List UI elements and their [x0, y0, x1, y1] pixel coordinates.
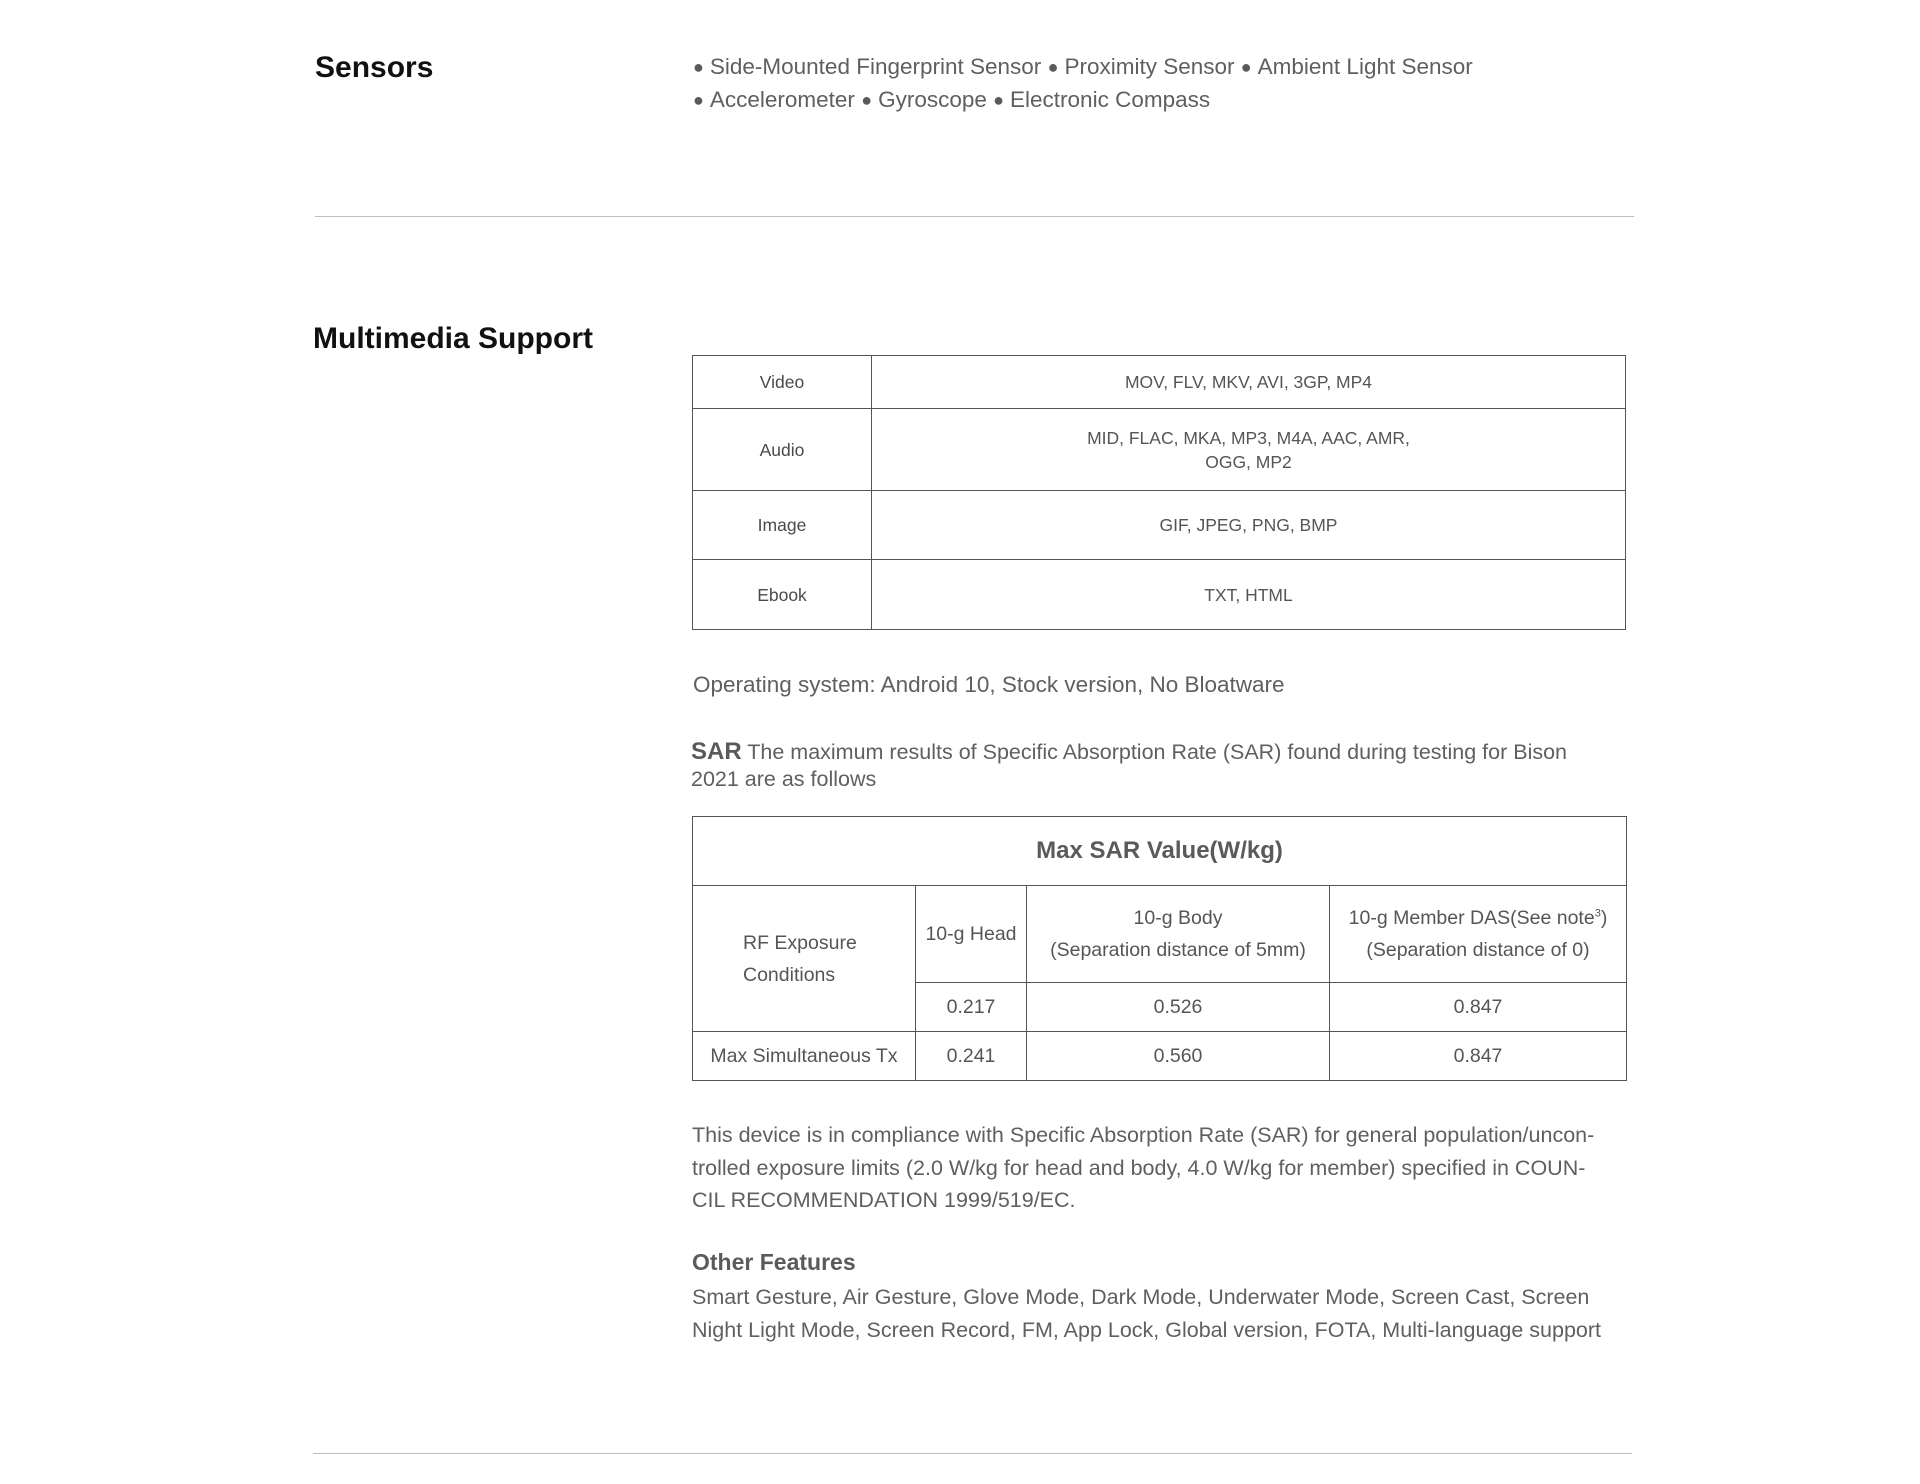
- simultaneous-body-value: 0.560: [1027, 1032, 1330, 1081]
- multimedia-heading: Multimedia Support: [313, 322, 593, 355]
- sensor-item: ● Gyroscope: [861, 87, 987, 112]
- format-label: Video: [693, 356, 872, 409]
- head-value: 0.217: [916, 983, 1027, 1032]
- simultaneous-member-value: 0.847: [1330, 1032, 1627, 1081]
- rf-exposure-conditions-cell: RF Exposure Conditions: [693, 886, 916, 1032]
- table-row: [693, 356, 1626, 409]
- member-value: 0.847: [1330, 983, 1627, 1032]
- sensors-row-2: [693, 84, 1593, 117]
- table-row: [693, 886, 1627, 983]
- bullet-icon: ●: [993, 90, 1005, 110]
- body-value: 0.526: [1027, 983, 1330, 1032]
- bullet-icon: ●: [693, 57, 704, 77]
- sensor-item: ● Proximity Sensor: [1047, 54, 1235, 79]
- format-value: GIF, JPEG, PNG, BMP: [872, 491, 1626, 560]
- multimedia-table: [692, 355, 1626, 630]
- sensor-item: ● Electronic Compass: [993, 87, 1211, 112]
- body-column-header: 10-g Body (Separation distance of 5mm): [1027, 886, 1330, 983]
- bullet-icon: ●: [861, 90, 873, 110]
- format-label: Image: [693, 491, 872, 560]
- footnote-marker: 3: [1594, 907, 1601, 920]
- compliance-text: This device is in compliance with Specific Absorption Rate (SAR) for general population/uncon- trolled exposure limits (2.0 W/kg for head and body, 4.0 W/kg for member) specified in COUN- CIL RECOMMENDATION 1999/519/EC.: [692, 1123, 1595, 1212]
- table-row: [693, 491, 1626, 560]
- table-row: [693, 1032, 1627, 1081]
- sensor-item: ● Accelerometer: [693, 87, 855, 112]
- other-features-text: Smart Gesture, Air Gesture, Glove Mode, Dark Mode, Underwater Mode, Screen Cast, Screen Night Light Mode, Screen Record, FM, App Lock, Global version, FOTA, Multi-language support: [692, 1285, 1602, 1342]
- simultaneous-label: Max Simultaneous Tx: [693, 1032, 916, 1081]
- sensor-item: ● Ambient Light Sensor: [1240, 54, 1473, 79]
- bullet-icon: ●: [693, 90, 704, 110]
- format-value: MOV, FLV, MKV, AVI, 3GP, MP4: [872, 356, 1626, 409]
- table-row: [693, 817, 1627, 886]
- member-column-header: 10-g Member DAS(See note$^3$) (Separation distance of 0): [1330, 886, 1627, 983]
- other-features-heading: Other Features: [692, 1249, 856, 1275]
- sensors-row-1: [693, 51, 1593, 84]
- sensor-item: ● Side-Mounted Fingerprint Sensor: [693, 54, 1042, 79]
- bullet-icon: ●: [1047, 57, 1059, 77]
- sensors-list: [693, 51, 1593, 117]
- format-label: Audio: [693, 409, 872, 491]
- table-row: [693, 409, 1626, 491]
- sar-table: [692, 816, 1627, 1081]
- simultaneous-head-value: 0.241: [916, 1032, 1027, 1081]
- operating-system-text: Operating system: Android 10, Stock version, No Bloatware: [693, 672, 1285, 697]
- format-value: MID, FLAC, MKA, MP3, M4A, AAC, AMR, OGG, MP2: [872, 409, 1626, 491]
- head-column-header: 10-g Head: [916, 886, 1027, 983]
- format-label: Ebook: [693, 560, 872, 630]
- sar-label: SAR: [691, 738, 742, 765]
- section-divider: [313, 1453, 1632, 1454]
- sar-intro: SAR The maximum results of Specific Absorption Rate (SAR) found during testing for Bison 2021 are as follows: [691, 738, 1568, 791]
- format-value: TXT, HTML: [872, 560, 1626, 630]
- bullet-icon: ●: [1240, 57, 1252, 77]
- sar-table-title: Max SAR Value(W/kg): [693, 817, 1627, 886]
- sensors-heading: Sensors: [315, 51, 434, 84]
- section-divider: [315, 216, 1634, 217]
- table-row: [693, 560, 1626, 630]
